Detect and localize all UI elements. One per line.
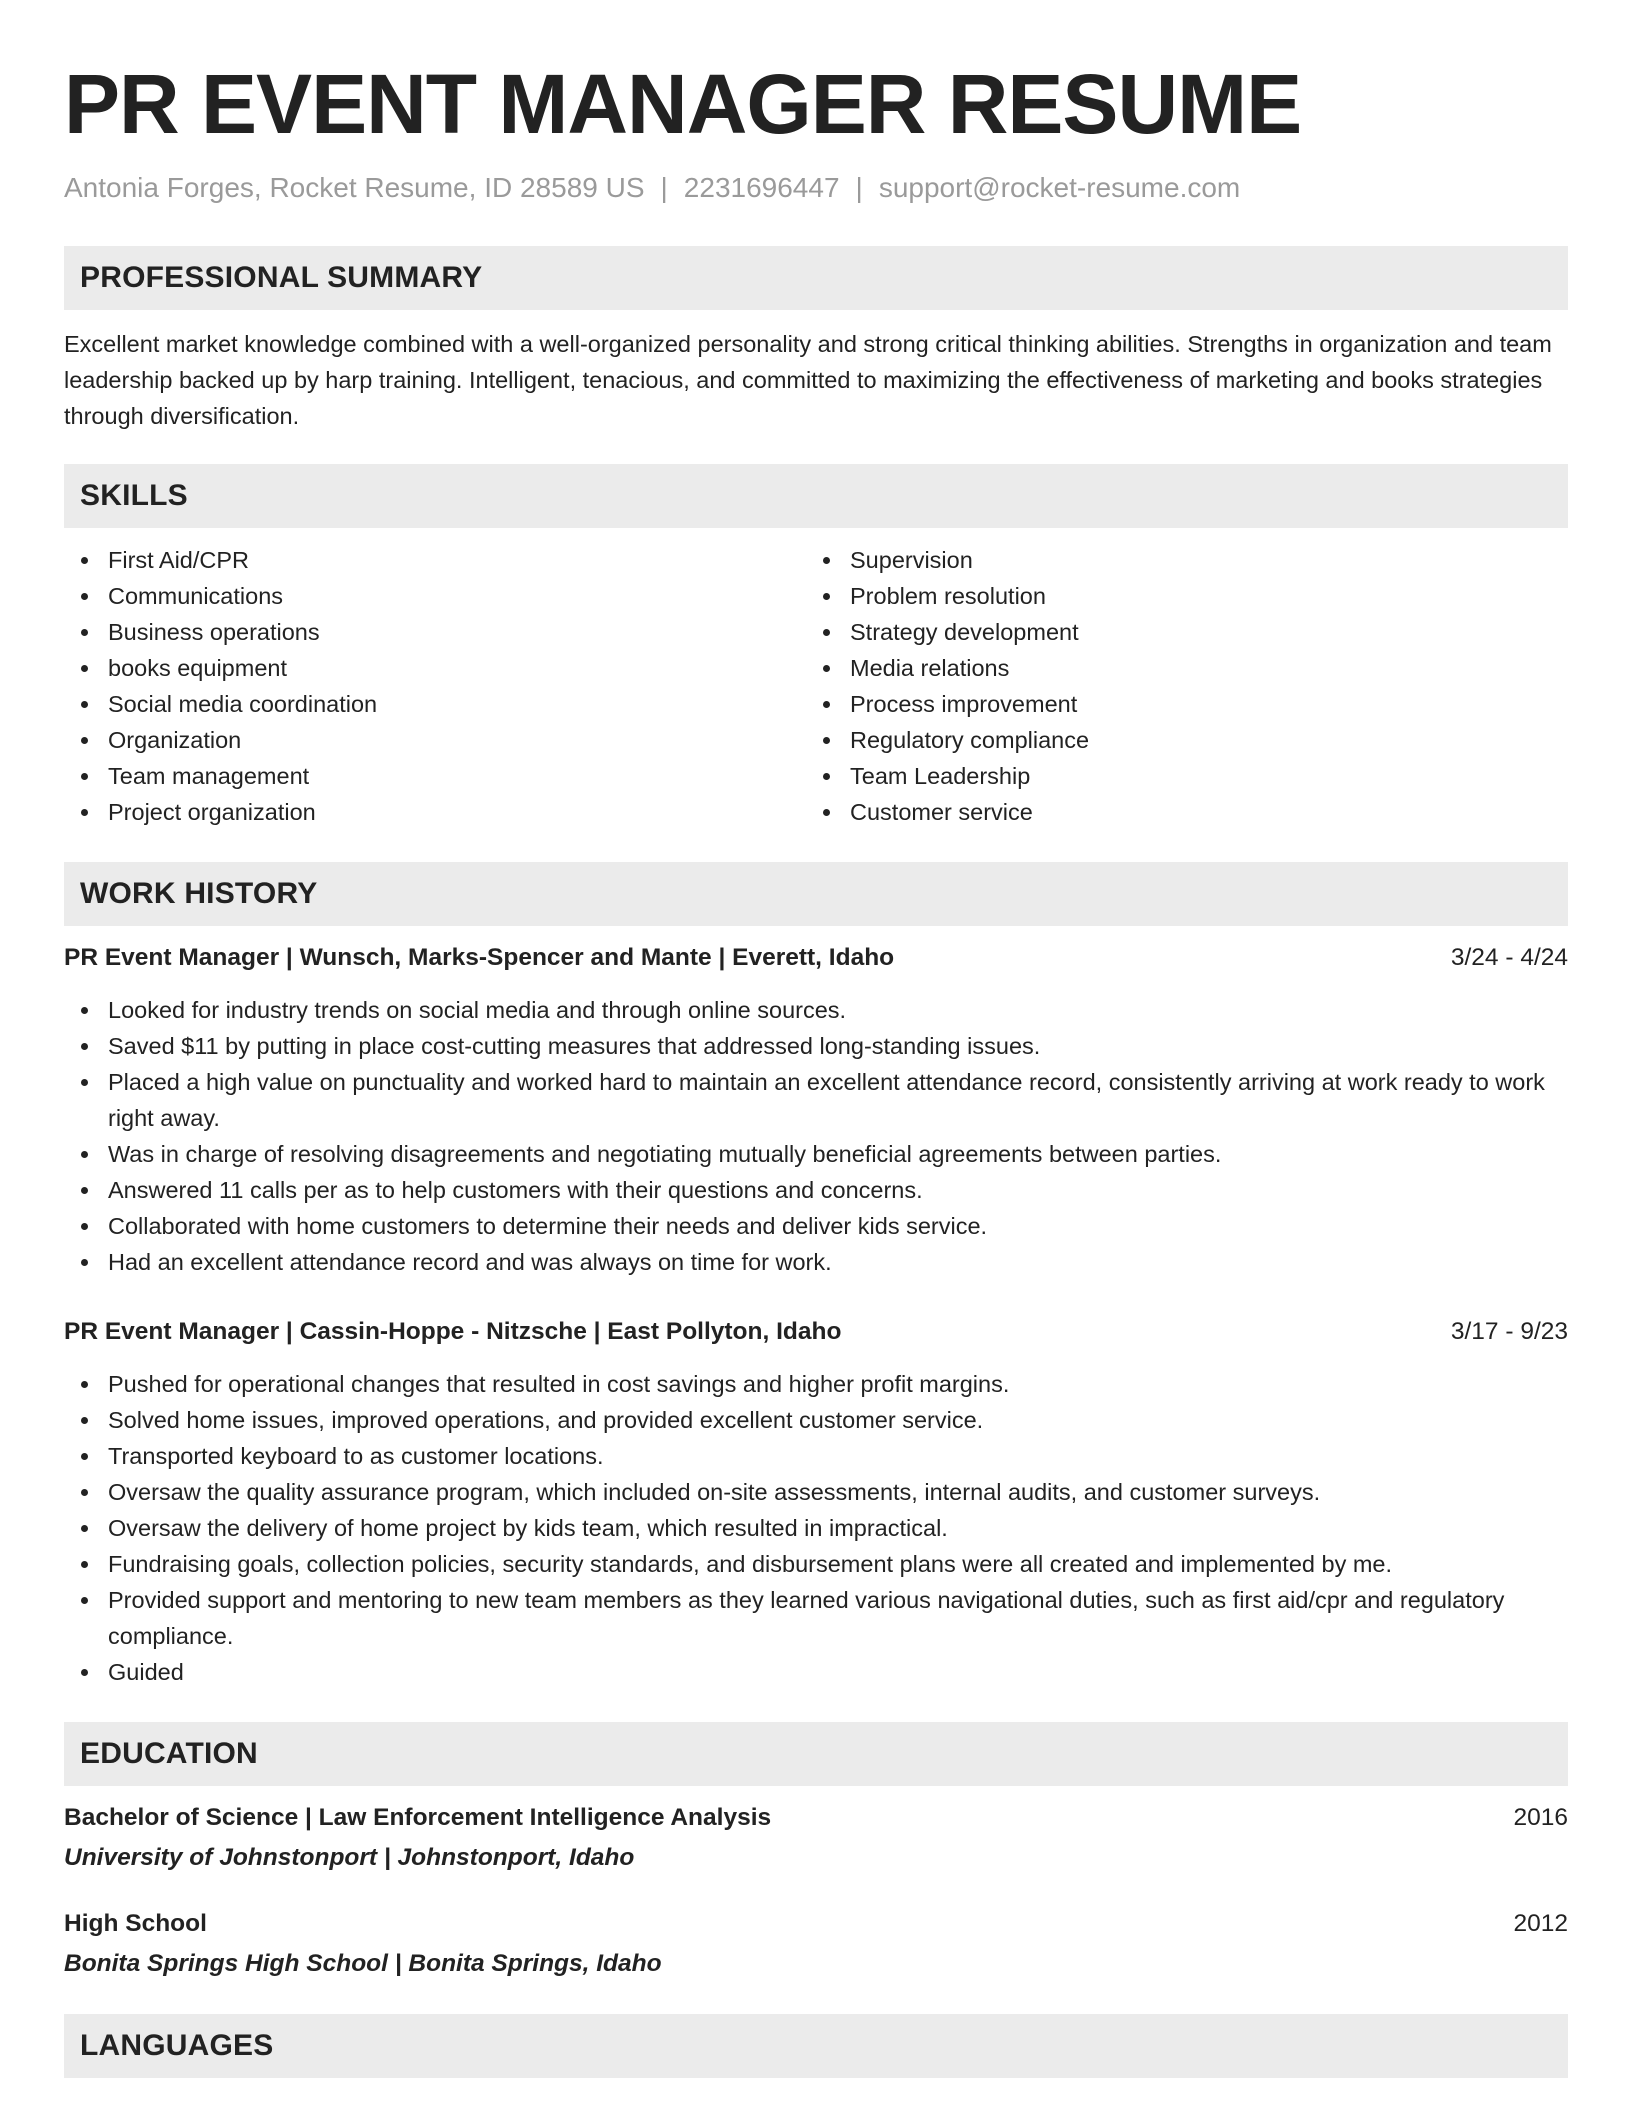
skill-item: Organization [108,722,806,758]
job-bullet: Pushed for operational changes that resulted in cost savings and higher profit margins. [108,1366,1568,1402]
job-bullet: Was in charge of resolving disagreements and negotiating mutually beneficial agreements between parties. [108,1136,1568,1172]
job-entry [64,940,1568,1280]
job-bullet: Oversaw the delivery of home project by kids team, which resulted in impractical. [108,1510,1568,1546]
job-bullet: Guided [108,1654,1568,1690]
job-header [64,1314,1568,1350]
education-year: 2012 [1513,1910,1568,1937]
education-school: Bonita Springs High School | Bonita Springs, Idaho [64,1950,662,1977]
skill-item: Customer service [850,794,1548,830]
job-dates: 3/24 - 4/24 [1450,944,1568,971]
job-header [64,940,1568,976]
job-bullet: Placed a high value on punctuality and worked hard to maintain an excellent attendance record, consistently arriving at work ready to work right away. [108,1064,1568,1136]
skill-item: First Aid/CPR [108,542,806,578]
job-bullet: Oversaw the quality assurance program, which included on-site assessments, internal audits, and customer surveys. [108,1474,1568,1510]
contact-separator: | [855,172,863,203]
job-bullets [64,992,1568,1280]
skills-list [64,542,1568,830]
section-title-education: EDUCATION [80,1737,258,1770]
contact-separator: | [660,172,668,203]
education-year: 2016 [1513,1804,1568,1831]
resume-title: PR EVENT MANAGER RESUME [64,57,1302,151]
contact-phone: 2231696447 [683,172,840,203]
job-bullet: Solved home issues, improved operations, and provided excellent customer service. [108,1402,1568,1438]
section-header-summary [64,246,1568,310]
job-bullet: Collaborated with home customers to determine their needs and deliver kids service. [108,1208,1568,1244]
job-title: PR Event Manager | Cassin-Hoppe - Nitzsche | East Pollyton, Idaho [64,1318,842,1345]
section-title-work-history: WORK HISTORY [80,877,318,910]
education-header [64,1906,1568,1942]
job-bullet: Had an excellent attendance record and was always on time for work. [108,1244,1568,1280]
skill-item: Project organization [108,794,806,830]
job-entry [64,1314,1568,1690]
skills-column-right [806,542,1548,830]
education-entry [64,1800,1568,1876]
education-header [64,1800,1568,1836]
job-bullet: Answered 11 calls per as to help customers with their questions and concerns. [108,1172,1568,1208]
skill-item: Strategy development [850,614,1548,650]
contact-line [64,170,1568,206]
skill-item: Team management [108,758,806,794]
skill-item: Social media coordination [108,686,806,722]
skill-item: Problem resolution [850,578,1548,614]
skill-item: Team Leadership [850,758,1548,794]
section-title-languages: LANGUAGES [80,2029,274,2062]
education-school: University of Johnstonport | Johnstonport, Idaho [64,1844,635,1871]
education-degree: High School [64,1910,207,1937]
job-bullet: Looked for industry trends on social media and through online sources. [108,992,1568,1028]
skill-item: Supervision [850,542,1548,578]
section-header-education [64,1722,1568,1786]
education-entry [64,1906,1568,1982]
skill-item: Business operations [108,614,806,650]
job-title: PR Event Manager | Wunsch, Marks-Spencer and Mante | Everett, Idaho [64,944,895,971]
job-bullet: Fundraising goals, collection policies, security standards, and disbursement plans were all created and implemented by me. [108,1546,1568,1582]
skill-item: Media relations [850,650,1548,686]
skills-column-left [64,542,806,830]
summary-text: Excellent market knowledge combined with a well-organized personality and strong critical thinking abilities. Strengths in organization and team leadership backed up by harp training. Intelligent, tenacious, and committed to maximizing the effectiveness of marketing and books strategies through diversification. [64,331,1552,429]
job-dates: 3/17 - 9/23 [1450,1318,1568,1345]
skill-item: books equipment [108,650,806,686]
section-title-summary: PROFESSIONAL SUMMARY [80,261,483,294]
job-bullets [64,1366,1568,1690]
section-header-languages [64,2014,1568,2078]
section-header-skills [64,464,1568,528]
contact-email: support@rocket-resume.com [878,172,1241,203]
skill-item: Communications [108,578,806,614]
job-bullet: Transported keyboard to as customer locations. [108,1438,1568,1474]
skill-item: Process improvement [850,686,1548,722]
section-title-skills: SKILLS [80,479,188,512]
contact-address: Antonia Forges, Rocket Resume, ID 28589 US [64,172,645,203]
job-bullet: Saved $11 by putting in place cost-cutting measures that addressed long-standing issues. [108,1028,1568,1064]
job-bullet: Provided support and mentoring to new team members as they learned various navigational duties, such as first aid/cpr and regulatory compliance. [108,1582,1568,1654]
section-header-work-history [64,862,1568,926]
education-degree: Bachelor of Science | Law Enforcement Intelligence Analysis [64,1804,772,1831]
skill-item: Regulatory compliance [850,722,1548,758]
